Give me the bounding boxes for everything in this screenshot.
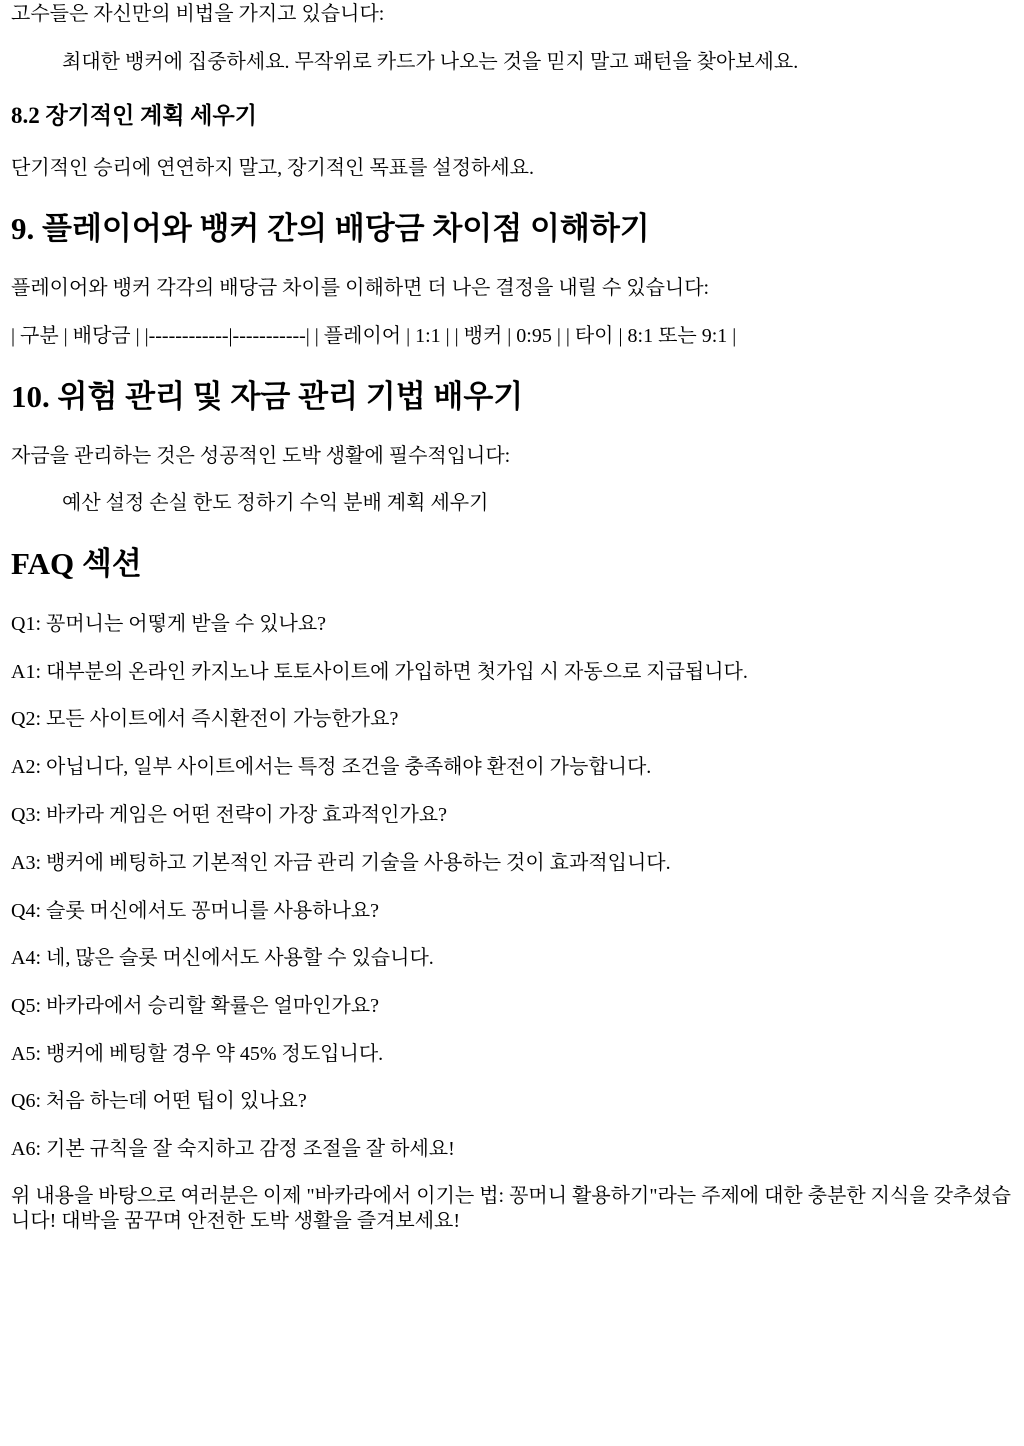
- faq-answer: A5: 뱅커에 베팅할 경우 약 45% 정도입니다.: [11, 1043, 384, 1065]
- money-management-list: 예산 설정 손실 한도 정하기 수익 분배 계획 세우기: [62, 492, 489, 514]
- section-8-2-heading: 8.2 장기적인 계획 세우기: [11, 103, 257, 128]
- section-9-body: 플레이어와 뱅커 각각의 배당금 차이를 이해하면 더 나은 결정을 내릴 수 있습니다:: [11, 277, 710, 299]
- faq-answer: A6: 기본 규칙을 잘 숙지하고 감정 조절을 잘 하세요!: [11, 1138, 455, 1160]
- faq-question: Q4: 슬롯 머신에서도 꽁머니를 사용하나요?: [11, 900, 379, 922]
- faq-question: Q3: 바카라 게임은 어떤 전략이 가장 효과적인가요?: [11, 804, 447, 826]
- closing-paragraph: 위 내용을 바탕으로 여러분은 이제 "바카라에서 이기는 법: 꽁머니 활용하기"라는 주제에 대한 충분한 지식을 갖추셨습니다! 대박을 꿈꾸며 안전한 도박 생활을 즐겨보세요!: [11, 1185, 1011, 1232]
- faq-answer: A1: 대부분의 온라인 카지노나 토토사이트에 가입하면 첫가입 시 자동으로 지급됩니다.: [11, 661, 748, 683]
- faq-question: Q2: 모든 사이트에서 즉시환전이 가능한가요?: [11, 708, 399, 730]
- faq-answer: A3: 뱅커에 베팅하고 기본적인 자금 관리 기술을 사용하는 것이 효과적입니다.: [11, 852, 671, 874]
- section-8-2-body: 단기적인 승리에 연연하지 말고, 장기적인 목표를 설정하세요.: [11, 157, 534, 179]
- faq-question: Q6: 처음 하는데 어떤 팁이 있나요?: [11, 1090, 307, 1112]
- faq-question: Q1: 꽁머니는 어떻게 받을 수 있나요?: [11, 613, 327, 635]
- section-10-heading: 10. 위험 관리 및 자금 관리 기법 배우기: [11, 379, 524, 414]
- faq-heading: FAQ 섹션: [11, 546, 142, 581]
- faq-question: Q5: 바카라에서 승리할 확률은 얼마인가요?: [11, 995, 379, 1017]
- faq-answer: A2: 아닙니다, 일부 사이트에서는 특정 조건을 충족해야 환전이 가능합니다.: [11, 756, 652, 778]
- tip-paragraph: 최대한 뱅커에 집중하세요. 무작위로 카드가 나오는 것을 믿지 말고 패턴을 찾아보세요.: [62, 51, 799, 73]
- faq-answer: A4: 네, 많은 슬롯 머신에서도 사용할 수 있습니다.: [11, 947, 434, 969]
- intro-paragraph: 고수들은 자신만의 비법을 가지고 있습니다:: [11, 3, 385, 25]
- section-9-heading: 9. 플레이어와 뱅커 간의 배당금 차이점 이해하기: [11, 211, 650, 246]
- payout-table-text: | 구분 | 배당금 | |------------|-----------| | 플레이어 | 1:1 | | 뱅커 | 0:95 | | 타이 | 8:1 또는 9:1 |: [11, 325, 737, 347]
- section-10-body: 자금을 관리하는 것은 성공적인 도박 생활에 필수적입니다:: [11, 445, 511, 467]
